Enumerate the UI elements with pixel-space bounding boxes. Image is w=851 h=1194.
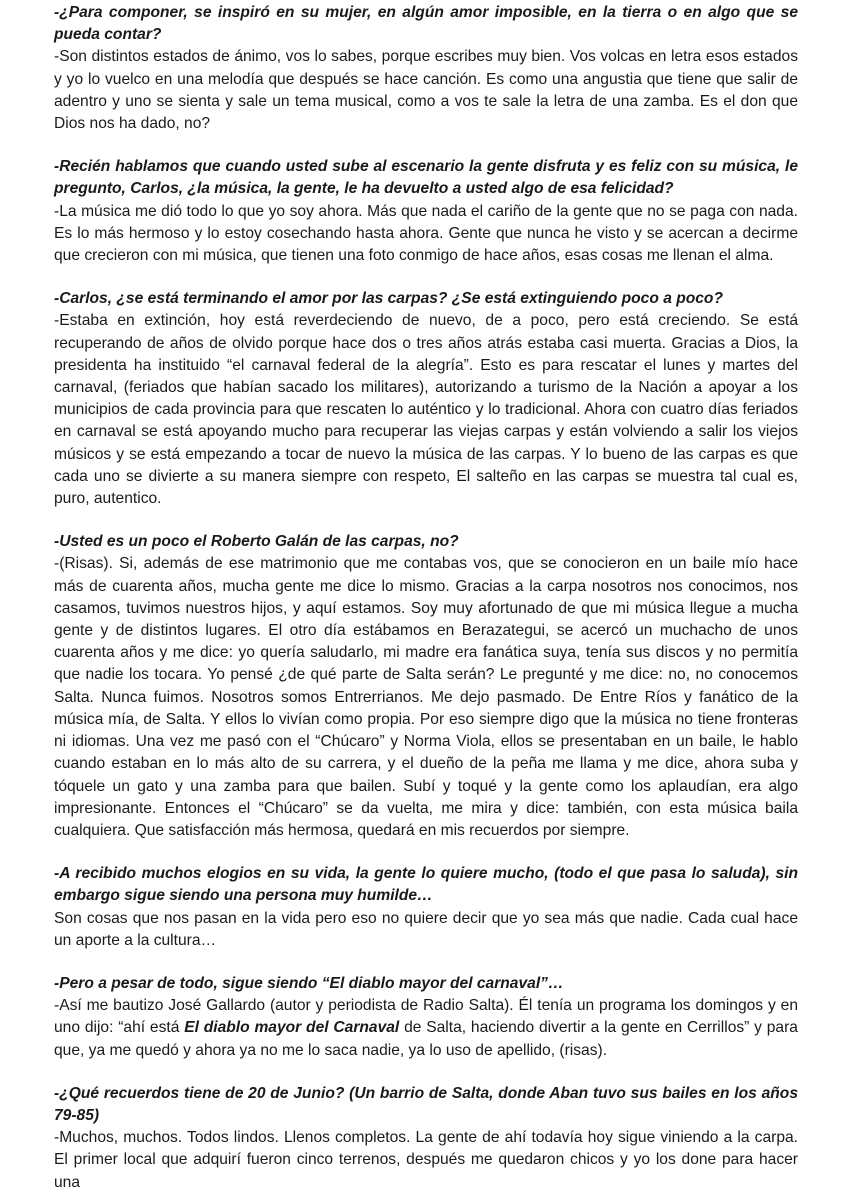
emphasized-title: El diablo mayor del Carnaval: [184, 1019, 400, 1037]
qa-block-2: [54, 156, 798, 267]
answer: -Son distintos estados de ánimo, vos lo sabes, porque escribes muy bien. Vos volcas en letra esos estados y yo lo vuelco en una melodía que después se hace canción. Es como una angustia que tiene que salir de adentro y uno se sienta y sale un tema musical, como a vos te sale la letra de una zamba. Es el don que Dios nos ha dado, no?: [54, 48, 798, 133]
answer: Son cosas que nos pasan en la vida pero eso no quiere decir que yo sea más que nadie. Cada cual hace un aporte a la cultura…: [54, 909, 798, 949]
answer: -Muchos, muchos. Todos lindos. Llenos completos. La gente de ahí todavía hoy sigue viniendo a la carpa. El primer local que adquirí fueron cinco terrenos, después me quedaron chicos y yo los done para hacer una: [54, 1129, 798, 1191]
qa-block-3: [54, 288, 798, 510]
qa-block-4: [54, 531, 798, 842]
question: -A recibido muchos elogios en su vida, la gente lo quiere mucho, (todo el que pasa lo saluda), sin embargo sigue siendo una persona muy humilde…: [54, 865, 798, 905]
qa-block-7: [54, 1083, 798, 1194]
answer: -La música me dió todo lo que yo soy ahora. Más que nada el cariño de la gente que no se paga con nada. Es lo más hermoso y lo estoy cosechando hasta ahora. Gente que nunca he visto y se acercan a decirme que crecieron con mi música, que tienen una foto conmigo de hace años, esas cosas me llenan el alma.: [54, 202, 798, 265]
question: -¿Para componer, se inspiró en su mujer, en algún amor imposible, en la tierra o en algo que se pueda contar?: [54, 4, 798, 44]
answer-text: -Así me bautizo José Gallardo (autor y periodista de Radio Salta). Él tenía un programa los domingos y en uno dijo: “ahí está: [54, 997, 798, 1037]
qa-block-1: [54, 2, 798, 135]
question: -Pero a pesar de todo, sigue siendo “El diablo mayor del carnaval”…: [54, 974, 564, 992]
question: -Carlos, ¿se está terminando el amor por las carpas? ¿Se está extinguiendo poco a poco?: [54, 290, 723, 308]
qa-block-6: [54, 973, 798, 1062]
answer: -(Risas). Si, además de ese matrimonio que me contabas vos, que se conocieron en un baile mío hace más de cuarenta años, mucha gente me dice lo mismo. Gracias a la carpa nosotros nos conocimos, nos casamos, tuvimos nuestros hijos, y aquí estamos. Soy muy afortunado de que mi música llegue a mucha gente y de distintos lugares. El otro día estábamos en Berazategui, se acercó un muchacho de unos cuarenta años y me dice: yo quería saludarlo, mi madre era fanática suya, tenía sus discos y no permitía que nadie los tocara. Yo pensé ¿de qué parte de Salta serán? Le pregunté y me dice: no, no conocemos Salta. Nunca fuimos. Nosotros somos Entrerrianos. Me dejo pasmado. De Entre Ríos y fanático de la música mía, de Salta. Y ellos lo vivían como propia. Por eso siempre digo que la música no tiene fronteras ni idiomas. Una vez me pasó con el “Chúcaro” y Norma Viola, ellos se presentaban en un baile, le hablo cuando estaban en lo más alto de su carrera, y el dueño de la peña me llama y me dice, ahora suba y tóquele un gato y una zamba para que bailen. Subí y toqué y la gente como los aplaudían, era algo impresionante. Entonces el “Chúcaro” se da vuelta, me mira y dice: también, con esta música baila cualquiera. Que satisfacción más hermosa, quedará en mis recuerdos por siempre.: [54, 555, 798, 839]
qa-block-5: [54, 863, 798, 952]
answer: -Estaba en extinción, hoy está reverdeciendo de nuevo, de a poco, pero está creciendo. Se está recuperando de años de olvido porque hace dos o tres años atrás estaba casi muerta. Gracias a Dios, la presidenta ha instituido “el carnaval federal de la alegría”. Esto es para rescatar el lunes y martes del carnaval, (feriados que habían sacado los militares), autorizando a turismo de la Nación a apoyar a los municipios de cada provincia para que rescaten lo auténtico y lo tradicional. Ahora con cuatro días feriados en carnaval se está apoyando mucho para recuperar las viejas carpas y están volviendo a salir los viejos músicos y se está empezando a tocar de nuevo la música de las carpas. Y lo bueno de las carpas es que cada uno se divierte a su manera siempre con respeto, El salteño en las carpas se muestra tal cual es, puro, autentico.: [54, 312, 798, 508]
question: -Recién hablamos que cuando usted sube al escenario la gente disfruta y es feliz con su música, le pregunto, Carlos, ¿la música, la gente, le ha devuelto a usted algo de esa felicidad?: [54, 158, 798, 198]
question: -¿Qué recuerdos tiene de 20 de Junio? (Un barrio de Salta, donde Aban tuvo sus bailes en los años 79-85): [54, 1084, 798, 1124]
answer-text: de Salta, haciendo divertir a la gente en Cerrillos” y para que, ya me quedó y ahora ya no me lo saca nadie, ya lo uso de apellido, (risas).: [54, 1019, 798, 1059]
interview-page: [54, 0, 798, 1194]
question: -Usted es un poco el Roberto Galán de las carpas, no?: [54, 533, 459, 551]
answer: [54, 995, 798, 1062]
